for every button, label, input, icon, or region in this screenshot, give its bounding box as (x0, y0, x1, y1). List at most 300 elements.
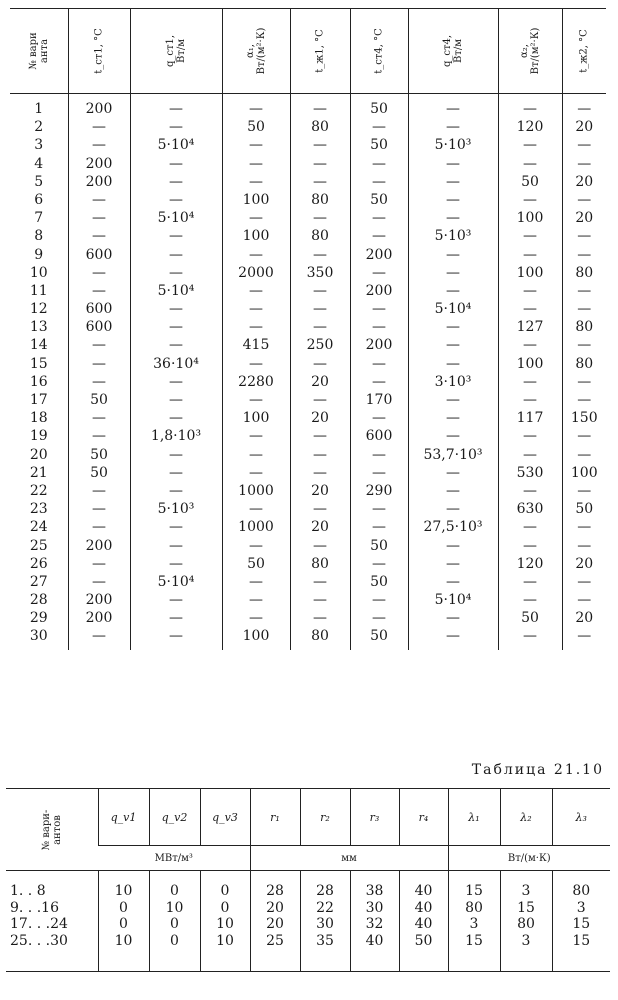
table-cell: 200 (85, 155, 113, 172)
table-cell: 50 (575, 501, 594, 518)
column-header-label: α₁, Вт/(м²·К) (245, 27, 267, 75)
table-cell: 3 (500, 933, 552, 972)
table-cell: — (523, 301, 537, 318)
table-cell: — (249, 137, 263, 154)
table-cell: 20 (575, 119, 594, 136)
variant-number: 6 (34, 191, 44, 208)
table-cell: — (523, 519, 537, 536)
table-cell: 22 (300, 900, 350, 917)
table-cell: 15 (552, 933, 610, 972)
table-cell: 100 (516, 264, 544, 281)
table-cell: 3·10³ (434, 373, 472, 390)
variant-range: 17. . .24 (10, 916, 68, 932)
table-cell: 0 (200, 900, 250, 917)
variant-range: 9. . .16 (10, 899, 59, 916)
table-cell: — (169, 537, 183, 554)
variants-table (10, 8, 606, 650)
table-cell: 20 (575, 555, 594, 572)
table-cell: — (446, 573, 460, 590)
column-header-8 (562, 9, 606, 94)
column-2 (130, 94, 222, 650)
column-3 (222, 94, 290, 650)
table-cell: — (523, 137, 537, 154)
table-cell: — (313, 392, 327, 408)
table-cell: — (169, 319, 183, 336)
table-cell: 120 (516, 119, 544, 136)
table-cell: — (92, 373, 106, 390)
table-cell: — (446, 264, 460, 281)
table-cell: 80 (311, 628, 329, 645)
table-cell: 127 (516, 319, 544, 336)
variants-table-body (10, 94, 606, 650)
table-cell: — (249, 246, 263, 263)
column-1 (68, 94, 130, 650)
table-cell: 415 (242, 337, 270, 354)
table-cell: — (249, 355, 263, 372)
table-cell: 100 (516, 210, 544, 227)
table-cell: 120 (516, 555, 544, 572)
table-cell: — (372, 319, 386, 336)
table-cell: 5·10⁴ (157, 573, 195, 590)
variant-number: 28 (29, 592, 48, 609)
table-cell: — (577, 573, 592, 590)
table-cell: 80 (552, 871, 610, 900)
table-cell: — (523, 628, 537, 645)
table-cell: — (92, 228, 106, 245)
table-cell: 5·10⁴ (434, 592, 472, 609)
variant-number: 21 (29, 464, 48, 481)
column-header-label: t_ст4, °C (373, 28, 385, 74)
table-cell: 0 (149, 933, 200, 972)
table-cell: 50 (370, 137, 388, 154)
variants-table-header (10, 9, 606, 94)
parameter-header-9: λ₃ (552, 789, 610, 846)
table-cell: 5·10⁴ (434, 301, 472, 318)
parameter-header-1: q_v2 (149, 789, 200, 846)
table-cell: — (92, 519, 106, 536)
table-cell: — (249, 155, 263, 172)
table-cell: 0 (149, 916, 200, 933)
table-cell: — (446, 501, 460, 518)
variant-number: 23 (29, 501, 48, 518)
table-cell: 36·10⁴ (153, 355, 199, 372)
variant-number: 27 (29, 573, 48, 590)
parameter-header-4: r₂ (300, 789, 350, 846)
table-cell: — (313, 301, 327, 318)
table-cell: 20 (311, 519, 329, 536)
table-cell: — (313, 446, 327, 463)
table-cell: 50 (247, 555, 265, 572)
table-cell: — (577, 428, 592, 445)
variant-number: 29 (29, 610, 48, 627)
table-cell: — (92, 501, 106, 518)
variant-number: 17 (29, 392, 48, 408)
table-cell: — (577, 337, 592, 354)
column-header-2 (130, 9, 222, 94)
table-cell: 0 (149, 871, 200, 900)
table-cell: — (92, 119, 106, 136)
table-cell: 40 (399, 871, 448, 900)
table-cell: — (313, 428, 327, 445)
table-cell: — (577, 628, 592, 645)
variant-number: 11 (29, 282, 48, 299)
table-cell: 50 (370, 537, 388, 554)
table-cell: — (372, 446, 386, 463)
table-cell: 80 (311, 191, 329, 208)
table-cell: — (169, 592, 183, 609)
table-cell: — (446, 555, 460, 572)
table-cell: — (372, 610, 386, 627)
table-cell: — (313, 610, 327, 627)
table-cell: — (523, 482, 537, 499)
table-cell: — (169, 392, 183, 408)
variants-column-label: № вари- антов (40, 809, 63, 850)
table-cell: 20 (575, 610, 594, 627)
table-cell: — (313, 137, 327, 154)
table-cell: 20 (311, 482, 329, 499)
table-cell: 100 (516, 355, 544, 372)
table-cell: — (523, 282, 537, 299)
table-cell: 15 (448, 933, 500, 972)
table-cell: — (372, 464, 386, 481)
column-7 (498, 94, 562, 650)
parameters-table (6, 788, 610, 972)
table-cell: 40 (399, 900, 448, 917)
table-cell: — (523, 155, 537, 172)
column-header-1 (68, 9, 130, 94)
table-cell: 200 (85, 173, 113, 190)
variant-number: 14 (29, 337, 48, 354)
table-cell: 600 (365, 428, 393, 445)
table-cell: 5·10⁴ (157, 282, 195, 299)
table-cell: — (523, 428, 537, 445)
variant-number: 8 (34, 228, 44, 245)
table-cell: — (313, 355, 327, 372)
table-cell: — (577, 101, 592, 117)
table-cell: — (372, 592, 386, 609)
table-cell: 5·10⁴ (157, 210, 195, 227)
column-4 (290, 94, 350, 650)
table-cell: 600 (85, 301, 113, 318)
table-cell: 600 (85, 319, 113, 336)
variant-number: 20 (29, 446, 48, 463)
table-cell: 20 (575, 210, 594, 227)
table-cell: 290 (365, 482, 393, 499)
variant-number: 15 (29, 355, 48, 372)
table-cell: — (313, 246, 327, 263)
table-cell: 200 (85, 101, 113, 117)
parameter-header-0: q_v1 (98, 789, 149, 846)
table-cell: 10 (98, 871, 149, 900)
table-cell: — (446, 319, 460, 336)
table-cell: 10 (200, 916, 250, 933)
table-cell: — (92, 264, 106, 281)
variant-number: 1 (34, 101, 44, 117)
table-cell: — (577, 301, 592, 318)
table-cell: — (446, 428, 460, 445)
table-cell: — (577, 191, 592, 208)
table-cell: 53,7·10³ (423, 446, 483, 463)
table-cell: 200 (85, 537, 113, 554)
variant-number: 22 (29, 482, 48, 499)
table-cell: 80 (575, 264, 594, 281)
table-cell: — (313, 101, 327, 117)
table-cell: 20 (250, 900, 300, 917)
table-cell: — (169, 155, 183, 172)
table-cell: 20 (250, 916, 300, 933)
column-0 (10, 94, 68, 650)
table-cell: 80 (311, 228, 329, 245)
variant-number: 10 (29, 264, 48, 281)
table-cell: — (249, 301, 263, 318)
variant-number: 3 (34, 137, 44, 154)
table-cell: 15 (448, 871, 500, 900)
table-cell: 100 (242, 628, 270, 645)
parameter-header-6: r₄ (399, 789, 448, 846)
table-cell: 3 (448, 916, 500, 933)
table-cell: 0 (98, 916, 149, 933)
table-cell: — (313, 155, 327, 172)
table-cell: — (577, 537, 592, 554)
table-cell: — (249, 501, 263, 518)
table-cell: 200 (85, 610, 113, 627)
table-cell: — (577, 482, 592, 499)
table-cell: 0 (200, 871, 250, 900)
variant-number: 4 (34, 155, 44, 172)
table-cell: 80 (575, 355, 594, 372)
table-cell: 200 (365, 337, 393, 354)
table-cell: — (249, 319, 263, 336)
table-cell: 5·10⁴ (157, 137, 195, 154)
table-cell: — (92, 210, 106, 227)
table-cell: — (446, 410, 460, 427)
table-cell: — (249, 392, 263, 408)
table-cell: — (92, 355, 106, 372)
table-cell: 20 (311, 410, 329, 427)
table-cell: 30 (300, 916, 350, 933)
parameter-header-3: r₁ (250, 789, 300, 846)
table-cell: — (523, 446, 537, 463)
table-cell: — (446, 610, 460, 627)
parameter-header-5: r₃ (350, 789, 399, 846)
table-cell: 117 (516, 410, 544, 427)
table-cell: — (577, 592, 592, 609)
table-cell: — (313, 282, 327, 299)
variant-number: 2 (34, 119, 44, 136)
table-cell: 50 (370, 628, 388, 645)
table-cell: 200 (365, 282, 393, 299)
table-cell: — (446, 628, 460, 645)
parameter-header-7: λ₁ (448, 789, 500, 846)
table-cell: — (169, 410, 183, 427)
table-cell: — (92, 628, 106, 645)
table-cell: — (372, 228, 386, 245)
table-cell: — (169, 373, 183, 390)
table-cell: 40 (399, 916, 448, 933)
table-cell: — (446, 210, 460, 227)
table-cell: — (249, 173, 263, 190)
table-cell: — (169, 264, 183, 281)
table-cell: 0 (98, 900, 149, 917)
table-cell: — (372, 555, 386, 572)
table-cell: — (249, 101, 263, 117)
parameter-header-2: q_v3 (200, 789, 250, 846)
table-cell: — (249, 464, 263, 481)
column-header-label: q_ст4, Вт/м (442, 34, 464, 68)
table-cell: 50 (370, 101, 388, 117)
table-cell: 3 (500, 871, 552, 900)
table-cell: — (169, 482, 183, 499)
table-cell: 50 (90, 392, 108, 408)
table-cell: 350 (306, 264, 334, 281)
column-header-label: № вари анта (27, 32, 50, 70)
table-cell: — (446, 537, 460, 554)
table-cell: 50 (370, 573, 388, 590)
table-cell: 50 (90, 464, 108, 481)
table-cell: — (446, 119, 460, 136)
table-cell: 50 (370, 191, 388, 208)
table-cell: — (372, 519, 386, 536)
variants-column-header (6, 789, 98, 871)
column-header-label: t_ст1, °C (93, 28, 105, 74)
table-cell: — (372, 210, 386, 227)
table-cell: — (92, 191, 106, 208)
table-cell: 28 (250, 871, 300, 900)
table-cell: 80 (448, 900, 500, 917)
table-cell: — (92, 573, 106, 590)
table-cell: — (523, 228, 537, 245)
table-cell: — (92, 337, 106, 354)
table-cell: — (372, 355, 386, 372)
table-cell: — (169, 173, 183, 190)
table-cell: — (92, 410, 106, 427)
variant-number: 5 (34, 173, 44, 190)
table-cell: — (446, 482, 460, 499)
parameters-table-header (6, 789, 610, 846)
table-cell: 25 (250, 933, 300, 972)
table-cell: 10 (149, 900, 200, 917)
table-cell: — (577, 228, 592, 245)
table-cell: — (523, 392, 537, 408)
table-cell: — (313, 537, 327, 554)
table-row (6, 900, 610, 917)
table-cell: — (249, 428, 263, 445)
table-cell: — (577, 246, 592, 263)
table-cell: 100 (242, 410, 270, 427)
table-cell: — (446, 155, 460, 172)
column-header-7 (498, 9, 562, 94)
table-cell: — (92, 137, 106, 154)
table-cell: 50 (521, 610, 539, 627)
table-cell: — (313, 210, 327, 227)
unit-power-density: МВт/м³ (98, 846, 250, 871)
table-cell: — (523, 573, 537, 590)
table-cell: 35 (300, 933, 350, 972)
table-cell: 600 (85, 246, 113, 263)
variant-number: 18 (29, 410, 48, 427)
table-cell: — (577, 282, 592, 299)
table-cell: 50 (399, 933, 448, 972)
table-cell: — (169, 555, 183, 572)
variant-number: 30 (29, 628, 48, 645)
variant-number: 9 (34, 246, 44, 263)
table-cell: — (313, 319, 327, 336)
table-cell: — (249, 446, 263, 463)
variant-number: 24 (29, 519, 48, 536)
unit-conductivity: Вт/(м·К) (448, 846, 610, 871)
table-cell: — (169, 228, 183, 245)
table-cell: — (523, 537, 537, 554)
table-cell: 50 (90, 446, 108, 463)
table-cell: 10 (200, 933, 250, 972)
variant-number: 26 (29, 555, 48, 572)
table-cell: — (577, 392, 592, 408)
table-cell: 1000 (238, 482, 274, 499)
column-header-5 (350, 9, 408, 94)
table-cell: — (446, 101, 460, 117)
table-cell: — (446, 282, 460, 299)
table-cell: — (577, 137, 592, 154)
table-cell: 5·10³ (434, 228, 472, 245)
table-cell: — (446, 191, 460, 208)
table-cell: — (372, 373, 386, 390)
table-cell: 30 (350, 900, 399, 917)
table-cell: — (523, 337, 537, 354)
table-cell: — (169, 446, 183, 463)
table-cell: — (249, 610, 263, 627)
table-cell: — (313, 592, 327, 609)
table-cell: — (249, 282, 263, 299)
table-caption: Таблица 21.10 (471, 762, 604, 778)
table-cell: 10 (98, 933, 149, 972)
variant-number: 13 (29, 319, 48, 336)
table-cell: — (169, 101, 183, 117)
table-cell: — (372, 155, 386, 172)
table-cell: 100 (242, 228, 270, 245)
variant-range: 25. . .30 (6, 933, 98, 972)
table-cell: 3 (552, 900, 610, 917)
table-cell: — (169, 301, 183, 318)
column-header-0 (10, 9, 68, 94)
table-cell: — (169, 464, 183, 481)
table-cell: — (92, 482, 106, 499)
table-cell: 530 (516, 464, 544, 481)
table-cell: — (446, 173, 460, 190)
table-cell: — (523, 592, 537, 609)
table-cell: — (523, 191, 537, 208)
table-cell: — (577, 373, 592, 390)
table-cell: 28 (300, 871, 350, 900)
variant-number: 25 (29, 537, 48, 554)
table-cell: — (446, 337, 460, 354)
table-row (6, 916, 610, 933)
table-cell: — (372, 501, 386, 518)
table-cell: 2280 (238, 373, 274, 390)
column-5 (350, 94, 408, 650)
table-cell: — (523, 373, 537, 390)
unit-mm: мм (250, 846, 448, 871)
table-cell: 1,8·10³ (150, 428, 202, 445)
table-cell: 27,5·10³ (423, 519, 483, 536)
variant-number: 7 (34, 210, 44, 227)
column-header-6 (408, 9, 498, 94)
table-cell: — (446, 355, 460, 372)
table-cell: 15 (552, 916, 610, 933)
table-cell: — (446, 392, 460, 408)
table-cell: — (169, 610, 183, 627)
variant-range: 1. . 8 (6, 871, 98, 900)
table-cell: — (249, 210, 263, 227)
